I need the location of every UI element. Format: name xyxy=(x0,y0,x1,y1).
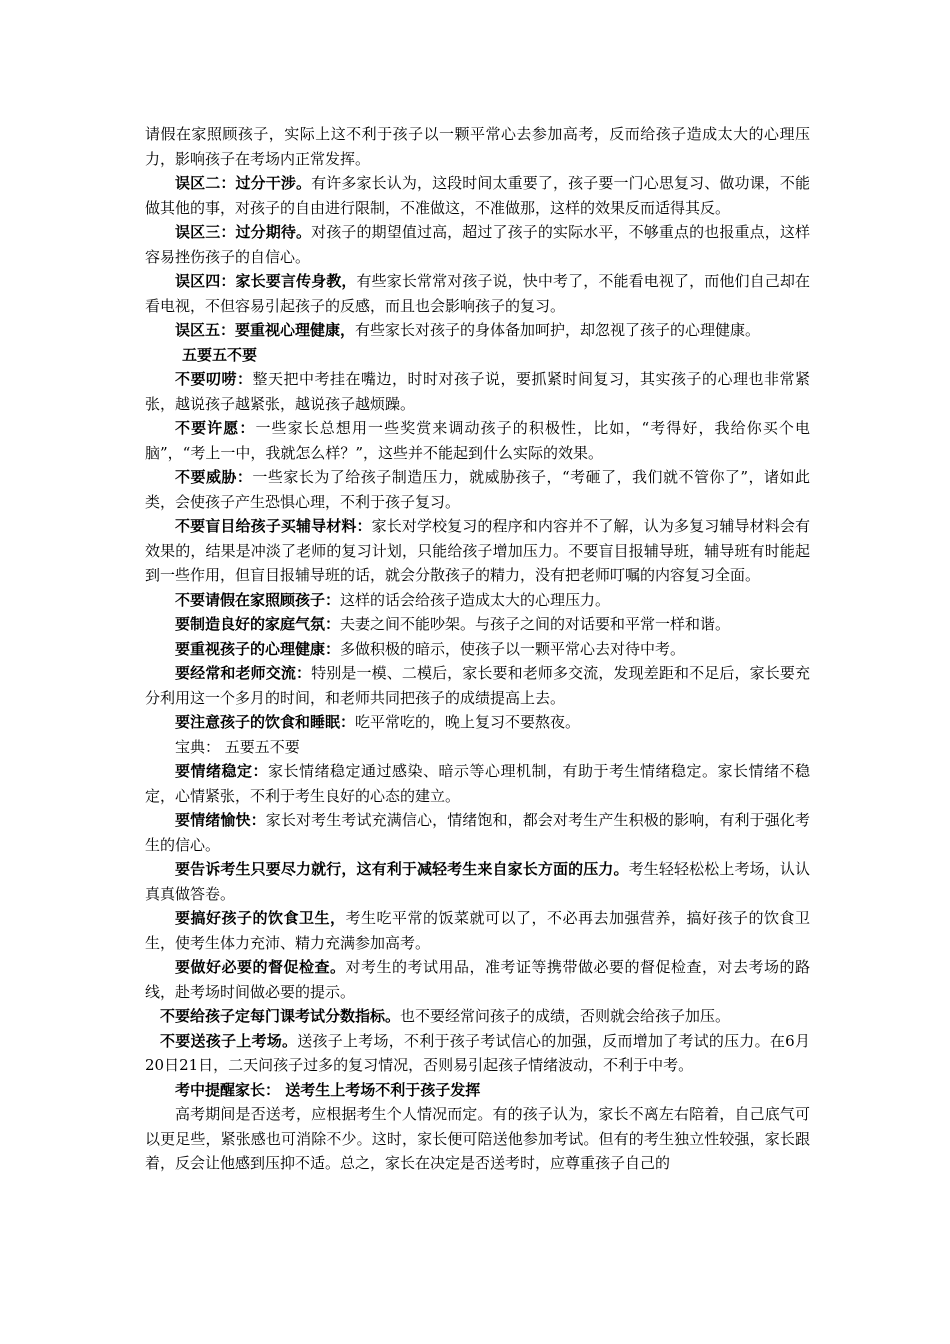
paragraph-teacher-communication xyxy=(145,661,810,710)
paragraph-escort-decision xyxy=(145,1102,810,1176)
paragraph-mistake-5 xyxy=(145,318,810,343)
paragraph-text: 特别是一模、二模后，家长要和老师多交流，发现差距和不足后，家长要充分利用这一个多月的时间，和老师共同把孩子的成绩提高上去。 xyxy=(145,664,810,707)
paragraph-no-escort xyxy=(145,1029,810,1078)
paragraph-text: 一些家长总想用一些奖赏来调动孩子的积极性，比如，“考得好，我给你买个电脑”，“考上一中，我就怎么样？”，这些并不能起到什么实际的效果。 xyxy=(145,419,810,462)
paragraph-mistake-2 xyxy=(145,171,810,220)
paragraph-text: 家长对考生考试充满信心，情绪饱和，都会对考生产生积极的影响，有利于强化考生的信心。 xyxy=(145,811,810,854)
document-page xyxy=(145,122,810,1176)
paragraph-bold-lead: 要重视孩子的心理健康： xyxy=(175,639,341,658)
paragraph-text: 吃平常吃的，晚上复习不要熬夜。 xyxy=(355,713,581,731)
paragraph-no-score-targets xyxy=(145,1004,810,1029)
paragraph-text: 一些家长为了给孩子制造压力，就威胁孩子，“考砸了，我们就不管你了”，诸如此类，会使孩子产生恐惧心理，不利于孩子复习。 xyxy=(145,468,810,511)
paragraph-bold-lead: 要做好必要的督促检查。 xyxy=(175,958,346,976)
paragraph-bold-lead: 要情绪稳定： xyxy=(175,762,268,780)
paragraph-text: 对考生的考试用品，准考证等携带做必要的督促检查，对去考场的路线，赴考场时间做必要的提示。 xyxy=(145,958,810,1001)
paragraph-bold-lead: 考中提醒家长： 送考生上考场不利于孩子发挥 xyxy=(175,1080,481,1099)
paragraph-bold-lead: 不要送孩子上考场。 xyxy=(160,1031,298,1050)
paragraph-dont-take-leave xyxy=(145,588,810,613)
paragraph-text: 考生吃平常的饭菜就可以了，不必再去加强营养，搞好孩子的饮食卫生，使考生体力充沛、精力充满参加高考。 xyxy=(145,909,810,952)
section-heading: 五要五不要 xyxy=(182,345,258,364)
paragraph-bold-lead: 不要给孩子定每门课考试分数指标。 xyxy=(160,1007,401,1025)
paragraph-bold-lead: 要告诉考生只要尽力就行，这有利于减轻考生来自家长方面的压力。 xyxy=(175,860,629,878)
paragraph-mistake-3 xyxy=(145,220,810,269)
paragraph-text: 家长对学校复习的程序和内容并不了解，认为多复习辅导材料会有效果的，结果是冲淡了老师的复习计划，只能给孩子增加压力。不要盲目报辅导班，辅导班有时能起到一些作用，但盲目报辅导班的话，就会分散孩子的精力，没有把老师叮嘱的内容复习全面。 xyxy=(145,517,810,584)
paragraph-text: 多做积极的暗示，使孩子以一颗平常心去对待中考。 xyxy=(340,639,686,658)
paragraph-text: 高考期间是否送考，应根据考生个人情况而定。有的孩子认为，家长不离左右陪着，自己底气可以更足些，紧张感也可消除不少。这时，家长便可陪送他参加考试。但有的考生独立性较强，家长跟着，反会让他感到压抑不适。总之，家长在决定是否送考时，应尊重孩子自己的 xyxy=(145,1105,810,1172)
paragraph-stable-emotion xyxy=(145,759,810,808)
paragraph-guide-label xyxy=(145,735,810,760)
paragraph-text: 也不要经常问孩子的成绩，否则就会给孩子加压。 xyxy=(400,1007,731,1025)
paragraph-bold-lead: 误区四：家长要言传身教， xyxy=(175,272,357,290)
paragraph-text: 请假在家照顾孩子，实际上这不利于孩子以一颗平常心去参加高考，反而给孩子造成太大的心理压力，影响孩子在考场内正常发挥。 xyxy=(145,125,810,168)
paragraph-dont-threaten xyxy=(145,465,810,514)
paragraph-text: 对孩子的期望值过高，超过了孩子的实际水平，不够重点的也报重点，这样容易挫伤孩子的自信心。 xyxy=(145,223,810,266)
paragraph-bold-lead: 不要许愿： xyxy=(175,419,256,437)
paragraph-text: 有些家长对孩子的身体备加呵护，却忽视了孩子的心理健康。 xyxy=(355,321,761,339)
paragraph-text: 有些家长常常对孩子说，快中考了，不能看电视了，而他们自己却在看电视，不但容易引起孩子的反感，而且也会影响孩子的复习。 xyxy=(145,272,810,315)
paragraph-text: 送孩子上考场，不利于孩子考试信心的加强，反而增加了考试的压力。在6月20日21日，二天问孩子过多的复习情况，否则易引起孩子情绪波动，不利于中考。 xyxy=(145,1031,810,1074)
paragraph-diet-sleep xyxy=(145,710,810,735)
paragraph-do-your-best xyxy=(145,857,810,906)
paragraph-text: 夫妻之间不能吵架。与孩子之间的对话要和平常一样和谐。 xyxy=(340,615,731,633)
paragraph-family-atmosphere xyxy=(145,612,810,637)
paragraph-bold-lead: 要搞好孩子的饮食卫生， xyxy=(175,909,346,927)
paragraph-mistake-4 xyxy=(145,269,810,318)
paragraph-bold-lead: 不要请假在家照顾孩子： xyxy=(175,590,341,609)
paragraph-text: 家长情绪稳定通过感染、暗示等心理机制，有助于考生情绪稳定。家长情绪不稳定，心情紧张，不利于考生良好的心态的建立。 xyxy=(145,762,810,805)
paragraph-text: 有许多家长认为，这段时间太重要了，孩子要一门心思复习、做功课，不能做其他的事，对孩子的自由进行限制，不准做这，不准做那，这样的效果反而适得其反。 xyxy=(145,174,810,217)
paragraph-bold-lead: 要制造良好的家庭气氛： xyxy=(175,615,341,633)
paragraph-bold-lead: 不要威胁： xyxy=(175,468,253,486)
paragraph-text: 整天把中考挂在嘴边，时时对孩子说，要抓紧时间复习，其实孩子的心理也非常紧张，越说孩子越紧张，越说孩子越烦躁。 xyxy=(145,370,810,413)
paragraph-bold-lead: 要注意孩子的饮食和睡眠： xyxy=(175,713,356,731)
paragraph-bold-lead: 误区五：要重视心理健康， xyxy=(175,321,356,339)
paragraph-bold-lead: 不要盲目给孩子买辅导材料： xyxy=(175,517,372,535)
paragraph-bold-lead: 误区三：过分期待。 xyxy=(175,223,312,241)
paragraph-exam-reminder-heading xyxy=(145,1078,810,1103)
paragraph-bold-lead: 要情绪愉快： xyxy=(175,811,266,829)
paragraph-dont-promise xyxy=(145,416,810,465)
paragraph-intro xyxy=(145,122,810,171)
paragraph-food-hygiene xyxy=(145,906,810,955)
paragraph-bold-lead: 要经常和老师交流： xyxy=(175,664,312,682)
paragraph-dont-buy-materials xyxy=(145,514,810,588)
paragraph-happy-emotion xyxy=(145,808,810,857)
guide-label: 宝典： 五要五不要 xyxy=(175,737,300,756)
paragraph-text: 这样的话会给孩子造成太大的心理压力。 xyxy=(340,590,611,609)
paragraph-mental-health xyxy=(145,637,810,662)
paragraph-supervision-check xyxy=(145,955,810,1004)
paragraph-dont-nag xyxy=(145,367,810,416)
paragraph-text: 考生轻轻松松上考场，认认真真做答卷。 xyxy=(145,860,810,903)
paragraph-bold-lead: 不要叨唠： xyxy=(175,370,253,388)
paragraph-bold-lead: 误区二：过分干涉。 xyxy=(175,174,312,192)
